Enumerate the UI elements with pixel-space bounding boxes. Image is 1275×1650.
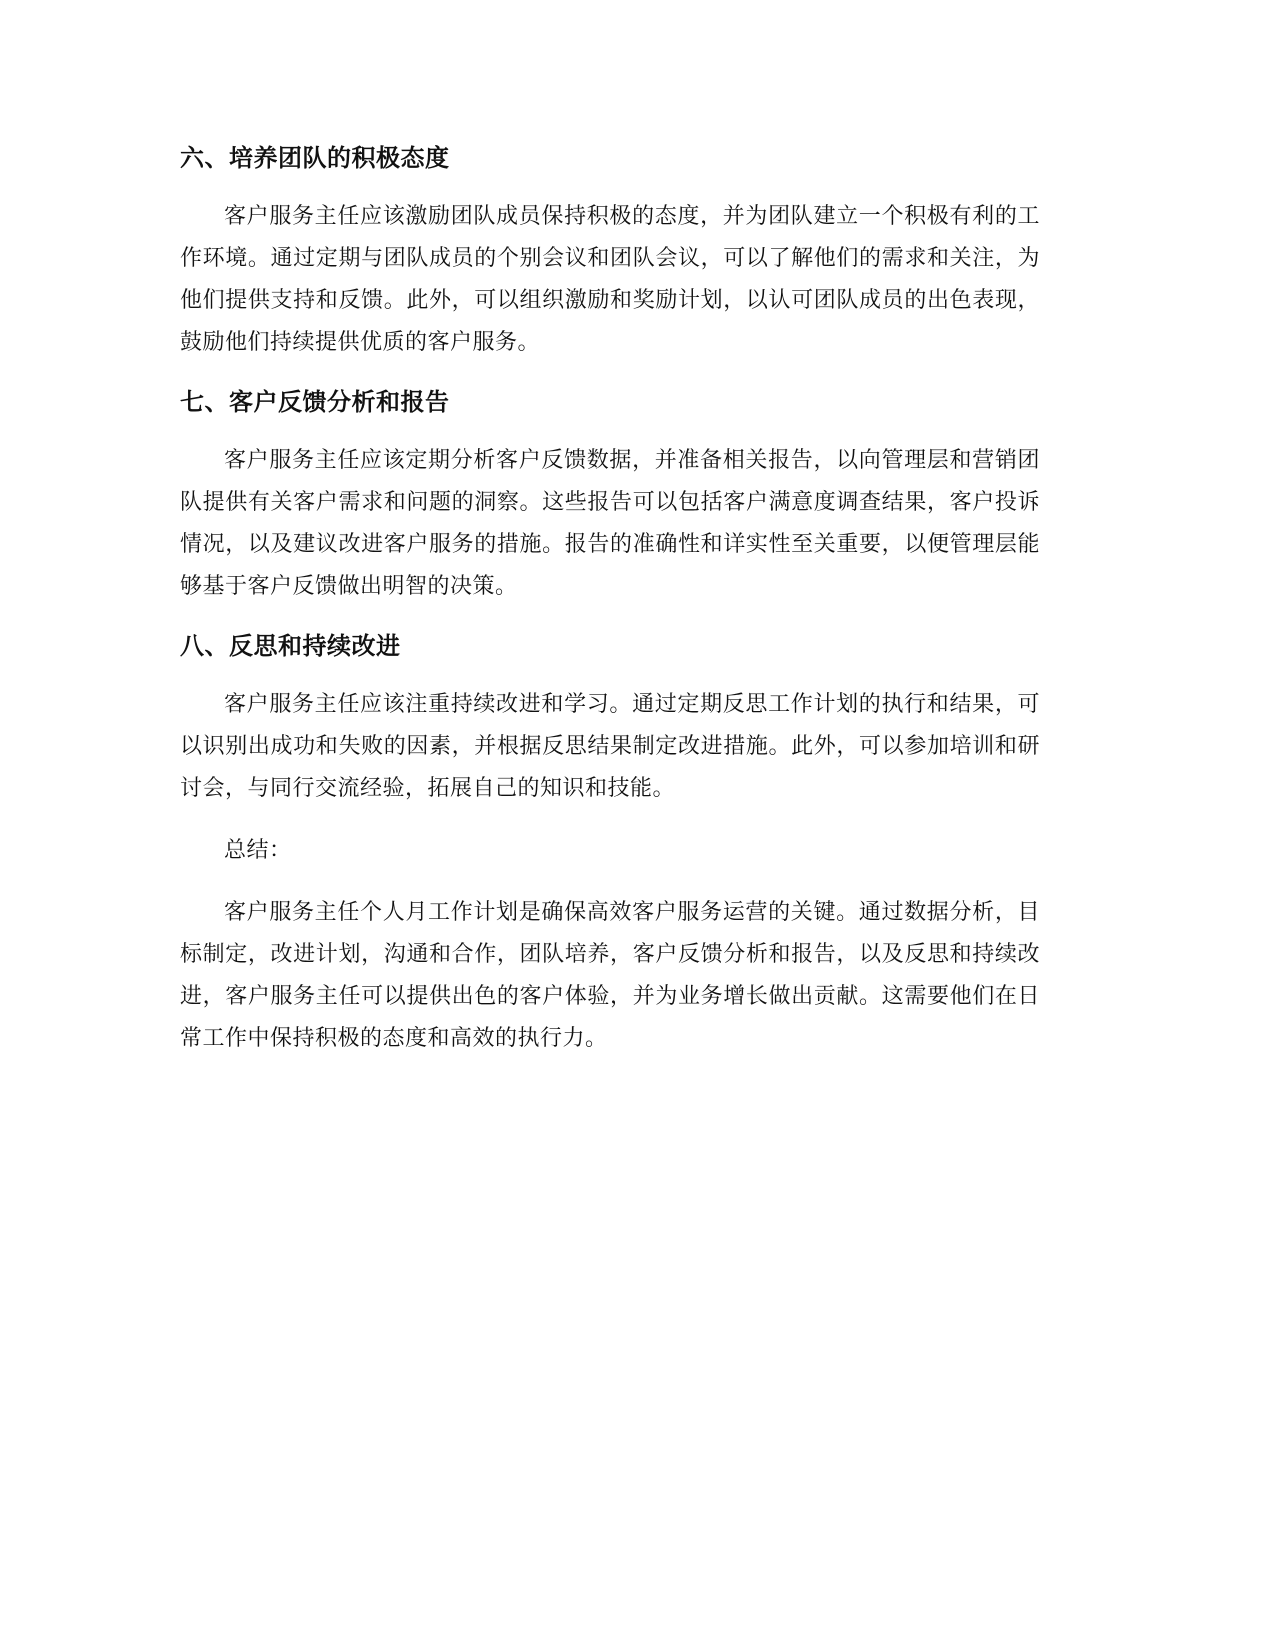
section-heading: 七、客户反馈分析和报告	[180, 388, 450, 416]
section-heading: 八、反思和持续改进	[180, 632, 401, 660]
summary-label: 总结：	[224, 838, 292, 863]
section-paragraph: 客户服务主任应该定期分析客户反馈数据，并准备相关报告，以向管理层和营销团队提供有关客户需求和问题的洞察。这些报告可以包括客户满意度调查结果，客户投诉情况，以及建议改进客户服务的措施。报告的准确性和详实性至关重要，以便管理层能够基于客户反馈做出明智的决策。	[180, 448, 1040, 599]
section-feedback-analysis	[180, 384, 1040, 608]
section-heading: 六、培养团队的积极态度	[180, 144, 450, 172]
section-reflection-improvement	[180, 628, 1040, 810]
section-summary	[180, 830, 1040, 1060]
section-paragraph: 客户服务主任应该激励团队成员保持积极的态度，并为团队建立一个积极有利的工作环境。通过定期与团队成员的个别会议和团队会议，可以了解他们的需求和关注，为他们提供支持和反馈。此外，可以组织激励和奖励计划，以认可团队成员的出色表现，鼓励他们持续提供优质的客户服务。	[180, 204, 1040, 355]
section-paragraph: 客户服务主任应该注重持续改进和学习。通过定期反思工作计划的执行和结果，可以识别出成功和失败的因素，并根据反思结果制定改进措施。此外，可以参加培训和研讨会，与同行交流经验，拓展自己的知识和技能。	[180, 692, 1040, 801]
document-body	[180, 140, 1040, 1080]
section-team-attitude	[180, 140, 1040, 364]
summary-paragraph: 客户服务主任个人月工作计划是确保高效客户服务运营的关键。通过数据分析，目标制定，改进计划，沟通和合作，团队培养，客户反馈分析和报告，以及反思和持续改进，客户服务主任可以提供出色的客户体验，并为业务增长做出贡献。这需要他们在日常工作中保持积极的态度和高效的执行力。	[180, 900, 1040, 1051]
